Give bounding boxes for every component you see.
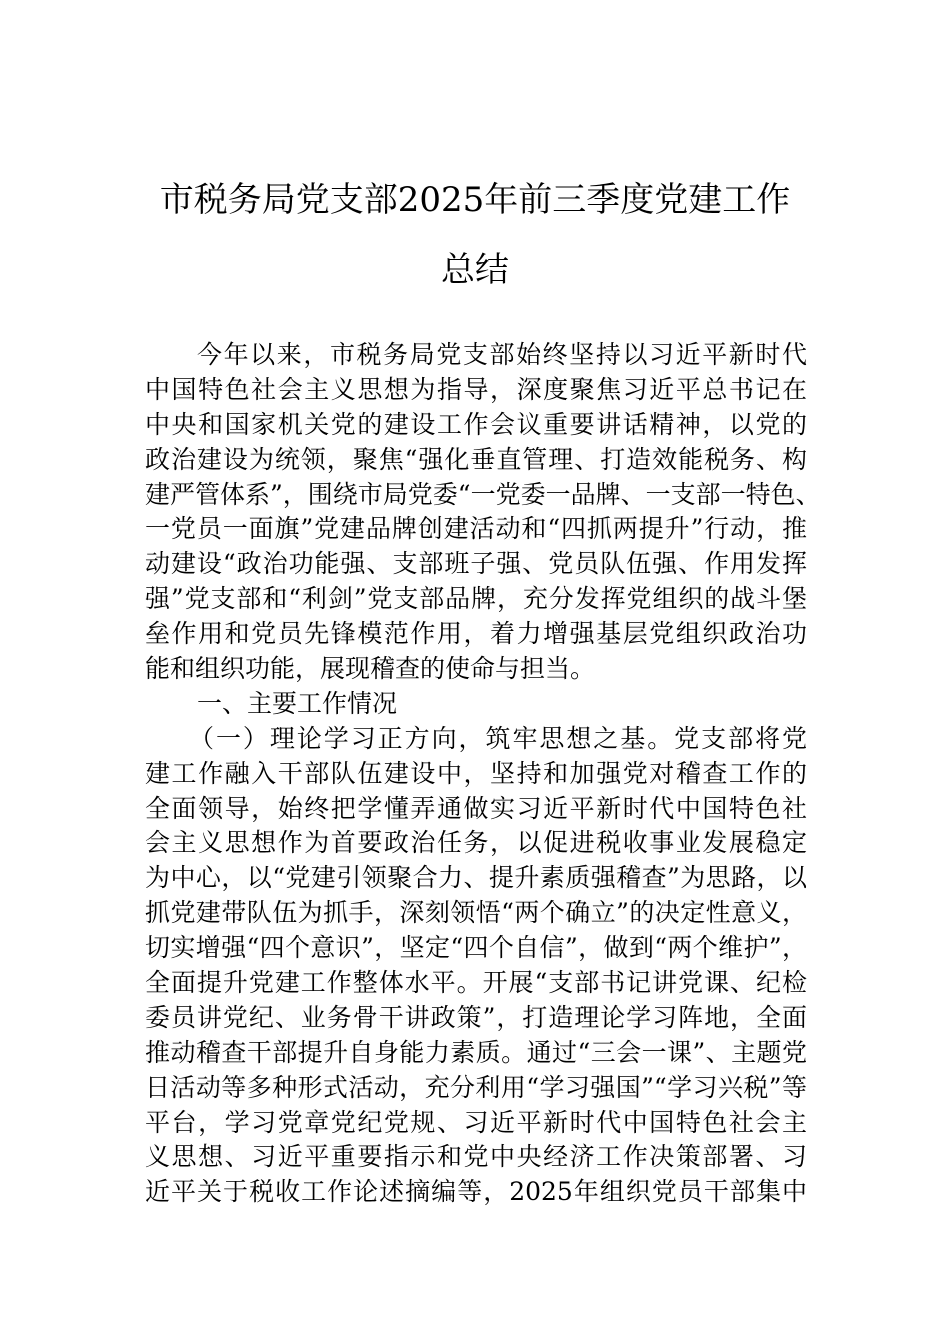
text-line: 中国特色社会主义思想为指导，深度聚焦习近平总书记在 bbox=[145, 374, 807, 404]
paragraph bbox=[145, 338, 821, 687]
text-line: 日活动等多种形式活动，充分利用“学习强国”“学习兴税”等 bbox=[145, 1072, 807, 1102]
text-line: 一、主要工作情况 bbox=[197, 688, 398, 718]
text-line: 为中心，以“党建引领聚合力、提升素质强稽查”为思路，以 bbox=[145, 863, 807, 893]
document-title-line-1: 市税务局党支部2025年前三季度党建工作 bbox=[159, 180, 791, 220]
text-line: 切实增强“四个意识”，坚定“四个自信”，做到“两个维护”， bbox=[145, 933, 807, 963]
text-line: 今年以来，市税务局党支部始终坚持以习近平新时代 bbox=[197, 340, 807, 369]
text-line: 近平关于税收工作论述摘编等，2025年组织党员干部集中 bbox=[145, 1177, 807, 1207]
text-line: 建严管体系”，围绕市局党委“一党委一品牌、一支部一特色、 bbox=[145, 479, 821, 509]
text-line: 一党员一面旗”党建品牌创建活动和“四抓两提升”行动，推 bbox=[145, 514, 807, 544]
paragraph bbox=[145, 722, 807, 1210]
section-heading bbox=[145, 687, 807, 722]
text-line: 会主义思想作为首要政治任务，以促进税收事业发展稳定 bbox=[145, 828, 807, 858]
text-line: 全面提升党建工作整体水平。开展“支部书记讲党课、纪检 bbox=[145, 968, 807, 998]
text-line: 委员讲党纪、业务骨干讲政策”，打造理论学习阵地，全面 bbox=[145, 1002, 807, 1032]
text-line: （一）理论学习正方向，筑牢思想之基。党支部将党 bbox=[189, 723, 807, 753]
text-line: 垒作用和党员先锋模范作用，着力增强基层党组织政治功 bbox=[145, 619, 807, 649]
text-line: 义思想、习近平重要指示和党中央经济工作决策部署、习 bbox=[145, 1142, 807, 1172]
text-line: 建工作融入干部队伍建设中，坚持和加强党对稽查工作的 bbox=[145, 758, 807, 788]
document-body bbox=[145, 338, 821, 1210]
text-line: 中央和国家机关党的建设工作会议重要讲话精神，以党的 bbox=[145, 409, 807, 439]
text-line: 抓党建带队伍为抓手，深刻领悟“两个确立”的决定性意义， bbox=[145, 898, 807, 928]
text-line: 推动稽查干部提升自身能力素质。通过“三会一课”、主题党 bbox=[145, 1037, 807, 1067]
text-line: 全面领导，始终把学懂弄通做实习近平新时代中国特色社 bbox=[145, 793, 807, 823]
document-title-line-2: 总结 bbox=[441, 250, 509, 290]
text-line: 能和组织功能，展现稽查的使命与担当。 bbox=[145, 654, 596, 684]
text-line: 平台，学习党章党纪党规、习近平新时代中国特色社会主 bbox=[145, 1107, 807, 1137]
text-line: 政治建设为统领，聚焦“强化垂直管理、打造效能税务、构 bbox=[145, 444, 807, 474]
text-line: 动建设“政治功能强、支部班子强、党员队伍强、作用发挥 bbox=[145, 549, 807, 579]
text-line: 强”党支部和“利剑”党支部品牌，充分发挥党组织的战斗堡 bbox=[145, 584, 807, 614]
